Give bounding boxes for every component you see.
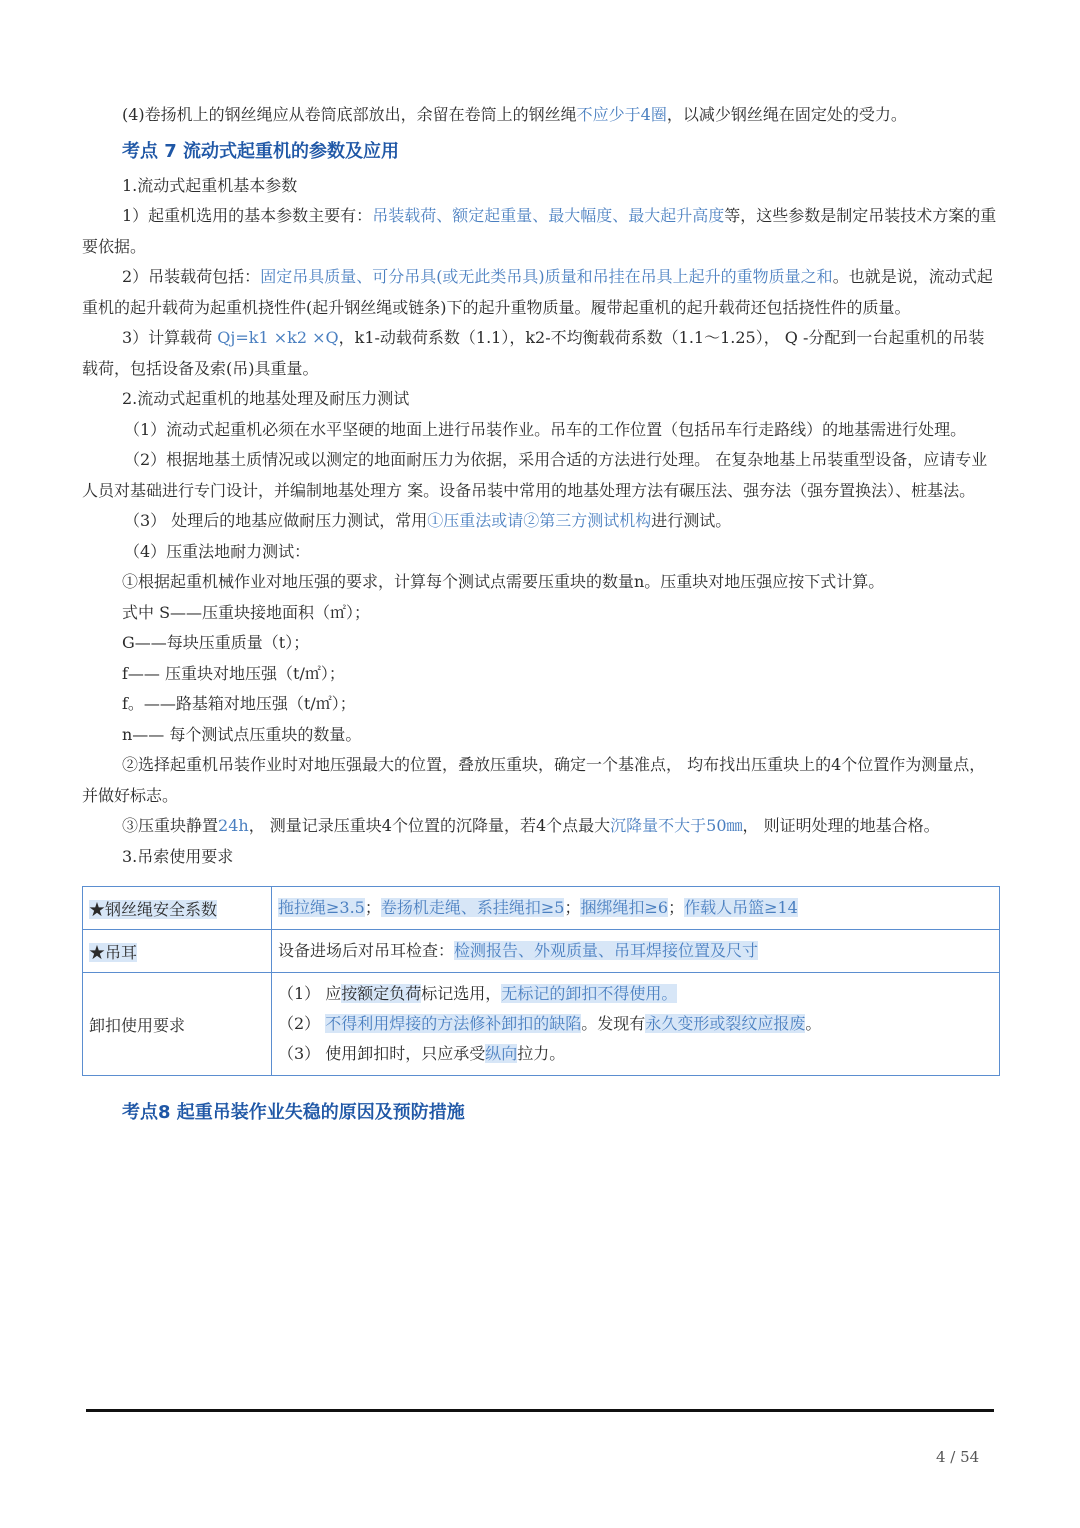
subheading-sling: 3.吊索使用要求 (122, 846, 234, 866)
list-item: （1） 应按额定负荷标记选用，无标记的卸扣不得使用。 (278, 984, 678, 1003)
highlight-text: 固定吊具质量、可分吊具(或无此类吊具)质量和吊挂在吊具上起升的重物质量之和 (260, 267, 833, 286)
paragraph-calc-load (82, 323, 998, 384)
formula-legend-f0: f。——路基箱对地压强（t/㎡）； (122, 694, 356, 713)
text: ，以减少钢丝绳在固定处的受力。 (666, 105, 907, 124)
formula-legend-s: 式中 S——压重块接地面积（㎡）； (122, 602, 371, 622)
paragraph-foundation-2: （2）根据地基土质情况或以测定的地面耐压力为依据，采用合适的方法进行处理。 在复杂地基上吊装重型设备，应请专业人员对基础进行专门设计，并编制地基处理方 案。设备吊装中常用的地基处理方法有碾压法、强夯法（强夯置换法）、桩基法。 (82, 450, 988, 500)
paragraph-foundation-1: （1）流动式起重机必须在水平坚硬的地面上进行吊装作业。吊车的工作位置（包括吊车行走路线）的地基需进行处理。 (124, 419, 967, 439)
section-heading-7: 考点 7 流动式起重机的参数及应用 (122, 140, 400, 162)
text: 进行测试。 (651, 511, 732, 530)
subheading-foundation: 2.流动式起重机的地基处理及耐压力测试 (122, 389, 410, 408)
paragraph-winch-rope (82, 100, 998, 131)
table-cell-value: 拖拉绳≥3.5；卷扬机走绳、系挂绳扣≥5；捆绑绳扣≥6；作载人吊篮≥14 (272, 887, 1000, 930)
section-heading-8: 考点8 起重吊装作业失稳的原因及预防措施 (122, 1102, 465, 1123)
text: 。也就是说，流动式起重机的起升载荷为起重机挠性件(起升钢丝绳或链条)下的起升重物质量。履带起重机的起升载荷还包括挠性件的质量。 (82, 267, 993, 317)
table-cell-label: 卸扣使用要求 (83, 973, 272, 1076)
paragraph-foundation-4: （4）压重法地耐力测试： (124, 541, 311, 561)
sling-requirements-table (82, 886, 1000, 1076)
document-content (82, 100, 998, 1132)
table-row (83, 887, 1000, 930)
paragraph-step-2: ②选择起重机吊装作业时对地压强最大的位置，叠放压重块，确定一个基准点， 均布找出压重块上的4个位置作为测量点，并做好标志。 (82, 755, 986, 805)
text: （3） 处理后的地基应做耐压力测试，常用 (124, 511, 428, 530)
formula-text: Qj=k1 ×k2 ×Q (217, 328, 339, 347)
highlight-text: 吊装载荷、额定起重量、最大幅度、最大起升高度 (372, 206, 725, 225)
page-number: 4 / 54 (936, 1448, 980, 1466)
list-item: （2） 不得利用焊接的方法修补卸扣的缺陷。发现有永久变形或裂纹应报废。 (278, 1014, 822, 1033)
text: ， 则证明处理的地基合格。 (742, 816, 940, 835)
table-row (83, 973, 1000, 1076)
table-cell-value: 设备进场后对吊耳检查：检测报告、外观质量、吊耳焊接位置及尺寸 (272, 930, 1000, 973)
text: 等，这些参数是制定吊装技术方案的重要依据。 (82, 206, 997, 256)
table-cell-value (272, 973, 1000, 1076)
formula-legend-n: n—— 每个测试点压重块的数量。 (122, 724, 362, 744)
text: ③压重块静置 (122, 816, 219, 835)
formula-legend-f: f—— 压重块对地压强（t/㎡）； (122, 663, 345, 683)
footer-divider (86, 1409, 994, 1412)
table-cell-label: ★钢丝绳安全系数 (83, 887, 272, 930)
text: (4)卷扬机上的钢丝绳应从卷筒底部放出，余留在卷筒上的钢丝绳 (122, 105, 577, 124)
subheading-basic-params: 1.流动式起重机基本参数 (122, 175, 298, 195)
paragraph-load (82, 262, 998, 323)
highlight-text: 沉降量不大于50㎜ (610, 816, 743, 835)
text: ， 测量记录压重块4个位置的沉降量，若4个点最大 (248, 816, 611, 835)
paragraph-step-3 (82, 811, 998, 842)
text: 1）起重机选用的基本参数主要有： (122, 206, 373, 225)
highlight-text: 24h (218, 816, 249, 835)
formula-legend-g: G——每块压重质量（t）； (122, 633, 310, 652)
paragraph-params (82, 201, 998, 262)
table-row (83, 930, 1000, 973)
text: 2）吊装载荷包括： (122, 267, 261, 286)
highlight-text: 不应少于4圈 (576, 105, 667, 124)
table-cell-label: ★吊耳 (83, 930, 272, 973)
paragraph-foundation-3 (82, 506, 998, 537)
highlight-text: ①压重法或请②第三方测试机构 (427, 511, 652, 530)
list-item: （3） 使用卸扣时，只应承受纵向拉力。 (278, 1044, 566, 1063)
text: 3）计算载荷 (122, 328, 218, 347)
paragraph-step-1: ①根据起重机械作业对地压强的要求，计算每个测试点需要压重块的数量n。压重块对地压强应按下式计算。 (122, 572, 885, 591)
text: ，k1-动载荷系数（1.1），k2-不均衡载荷系数（1.1～1.25）， Q -分配到一台起重机的吊装载荷，包括设备及索(吊)具重量。 (82, 328, 985, 378)
